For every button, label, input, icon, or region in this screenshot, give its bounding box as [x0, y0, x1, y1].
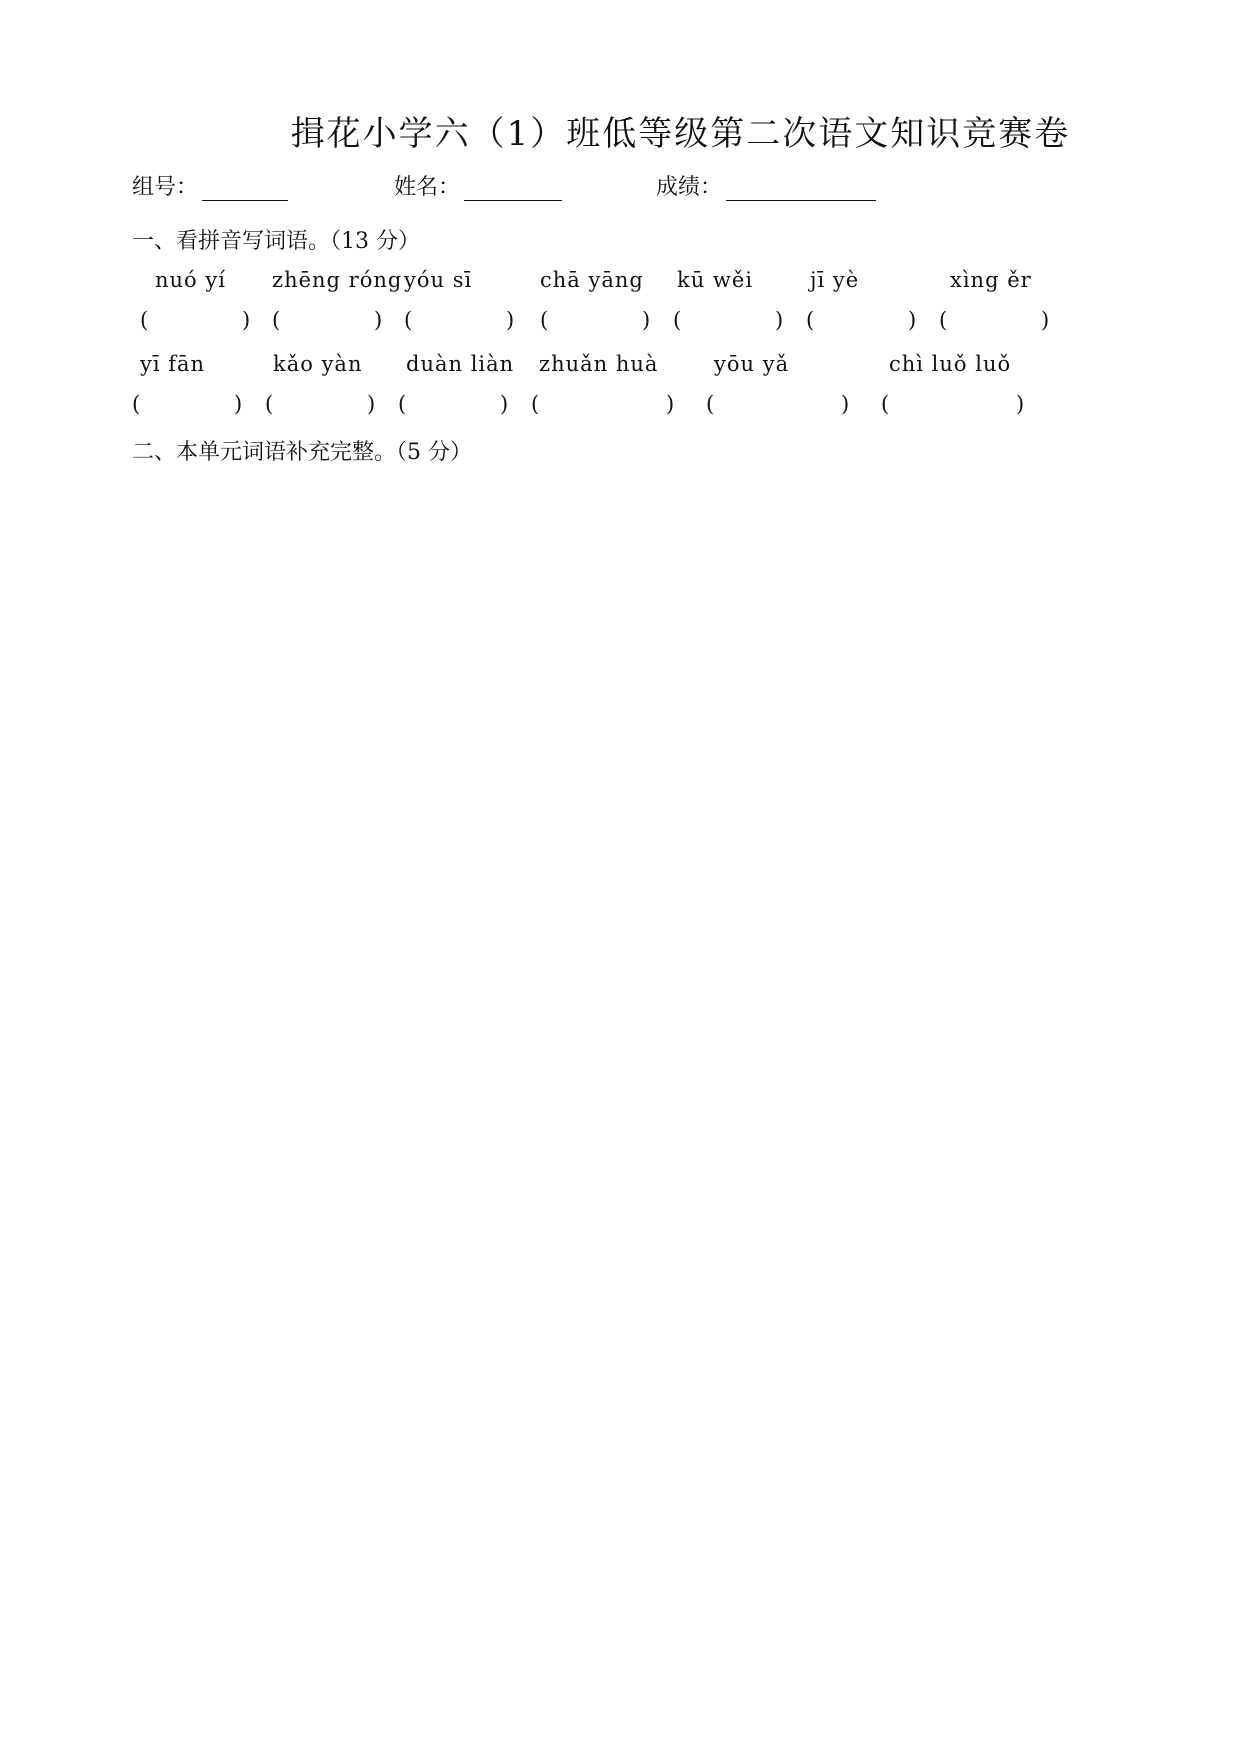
answer-open-paren: ( [806, 308, 815, 332]
answer-open-paren: ( [265, 392, 274, 416]
answer-open-paren: ( [132, 392, 141, 416]
answer-open-paren: ( [404, 308, 413, 332]
answer-blank[interactable] [891, 392, 1016, 418]
pinyin-word: yī fān [140, 352, 206, 376]
page-title: 揖花小学六（1）班低等级第二次语文知识竞赛卷 [290, 114, 1071, 154]
group-label: 组号： [132, 175, 199, 200]
answer-close-paren: ) [1041, 308, 1050, 332]
pinyin-word: xìng ěr [950, 268, 1032, 292]
pinyin-word: zhuǎn huà [539, 352, 659, 376]
answer-blank[interactable] [150, 308, 242, 334]
answer-close-paren: ) [234, 392, 243, 416]
answer-close-paren: ) [1016, 392, 1025, 416]
pinyin-word: kū wěi [677, 268, 754, 292]
answer-close-paren: ) [908, 308, 917, 332]
answer-open-paren: ( [673, 308, 682, 332]
name-label: 姓名： [394, 175, 461, 200]
answer-close-paren: ) [500, 392, 509, 416]
group-blank[interactable] [202, 178, 288, 201]
pinyin-word: kǎo yàn [273, 352, 363, 376]
section-heading: 一、看拼音写词语。（13 分） [132, 229, 420, 254]
answer-blank[interactable] [275, 392, 367, 418]
name-blank[interactable] [464, 178, 562, 201]
answer-close-paren: ) [666, 392, 675, 416]
answer-open-paren: ( [398, 392, 407, 416]
score-blank[interactable] [726, 178, 876, 201]
answer-close-paren: ) [242, 308, 251, 332]
answer-open-paren: ( [140, 308, 149, 332]
answer-open-paren: ( [706, 392, 715, 416]
answer-close-paren: ) [374, 308, 383, 332]
pinyin-word: duàn liàn [406, 352, 515, 376]
answer-blank[interactable] [716, 392, 841, 418]
answer-open-paren: ( [881, 392, 890, 416]
answer-blank[interactable] [408, 392, 500, 418]
answer-blank[interactable] [949, 308, 1041, 334]
name-field[interactable] [394, 170, 562, 201]
answer-blank[interactable] [683, 308, 775, 334]
answer-open-paren: ( [939, 308, 948, 332]
answer-close-paren: ) [775, 308, 784, 332]
pinyin-word: chā yāng [540, 268, 644, 292]
answer-open-paren: ( [272, 308, 281, 332]
pinyin-word: zhēng róng [272, 268, 403, 292]
pinyin-word: jī yè [810, 268, 860, 292]
answer-blank[interactable] [282, 308, 374, 334]
answer-open-paren: ( [540, 308, 549, 332]
answer-blank[interactable] [550, 308, 642, 334]
pinyin-word: yōu yǎ [714, 352, 790, 376]
answer-blank[interactable] [142, 392, 234, 418]
answer-close-paren: ) [506, 308, 515, 332]
answer-blank[interactable] [414, 308, 506, 334]
section-heading: 二、本单元词语补充完整。（5 分） [132, 440, 472, 465]
answer-blank[interactable] [541, 392, 666, 418]
answer-close-paren: ) [841, 392, 850, 416]
score-label: 成绩： [656, 175, 723, 200]
pinyin-word: yóu sī [404, 268, 473, 292]
pinyin-word: chì luǒ luǒ [889, 352, 1012, 376]
answer-open-paren: ( [531, 392, 540, 416]
pinyin-word: nuó yí [155, 268, 226, 292]
answer-close-paren: ) [367, 392, 376, 416]
score-field[interactable] [656, 170, 876, 201]
group-field[interactable] [132, 170, 288, 201]
answer-blank[interactable] [816, 308, 908, 334]
answer-close-paren: ) [642, 308, 651, 332]
